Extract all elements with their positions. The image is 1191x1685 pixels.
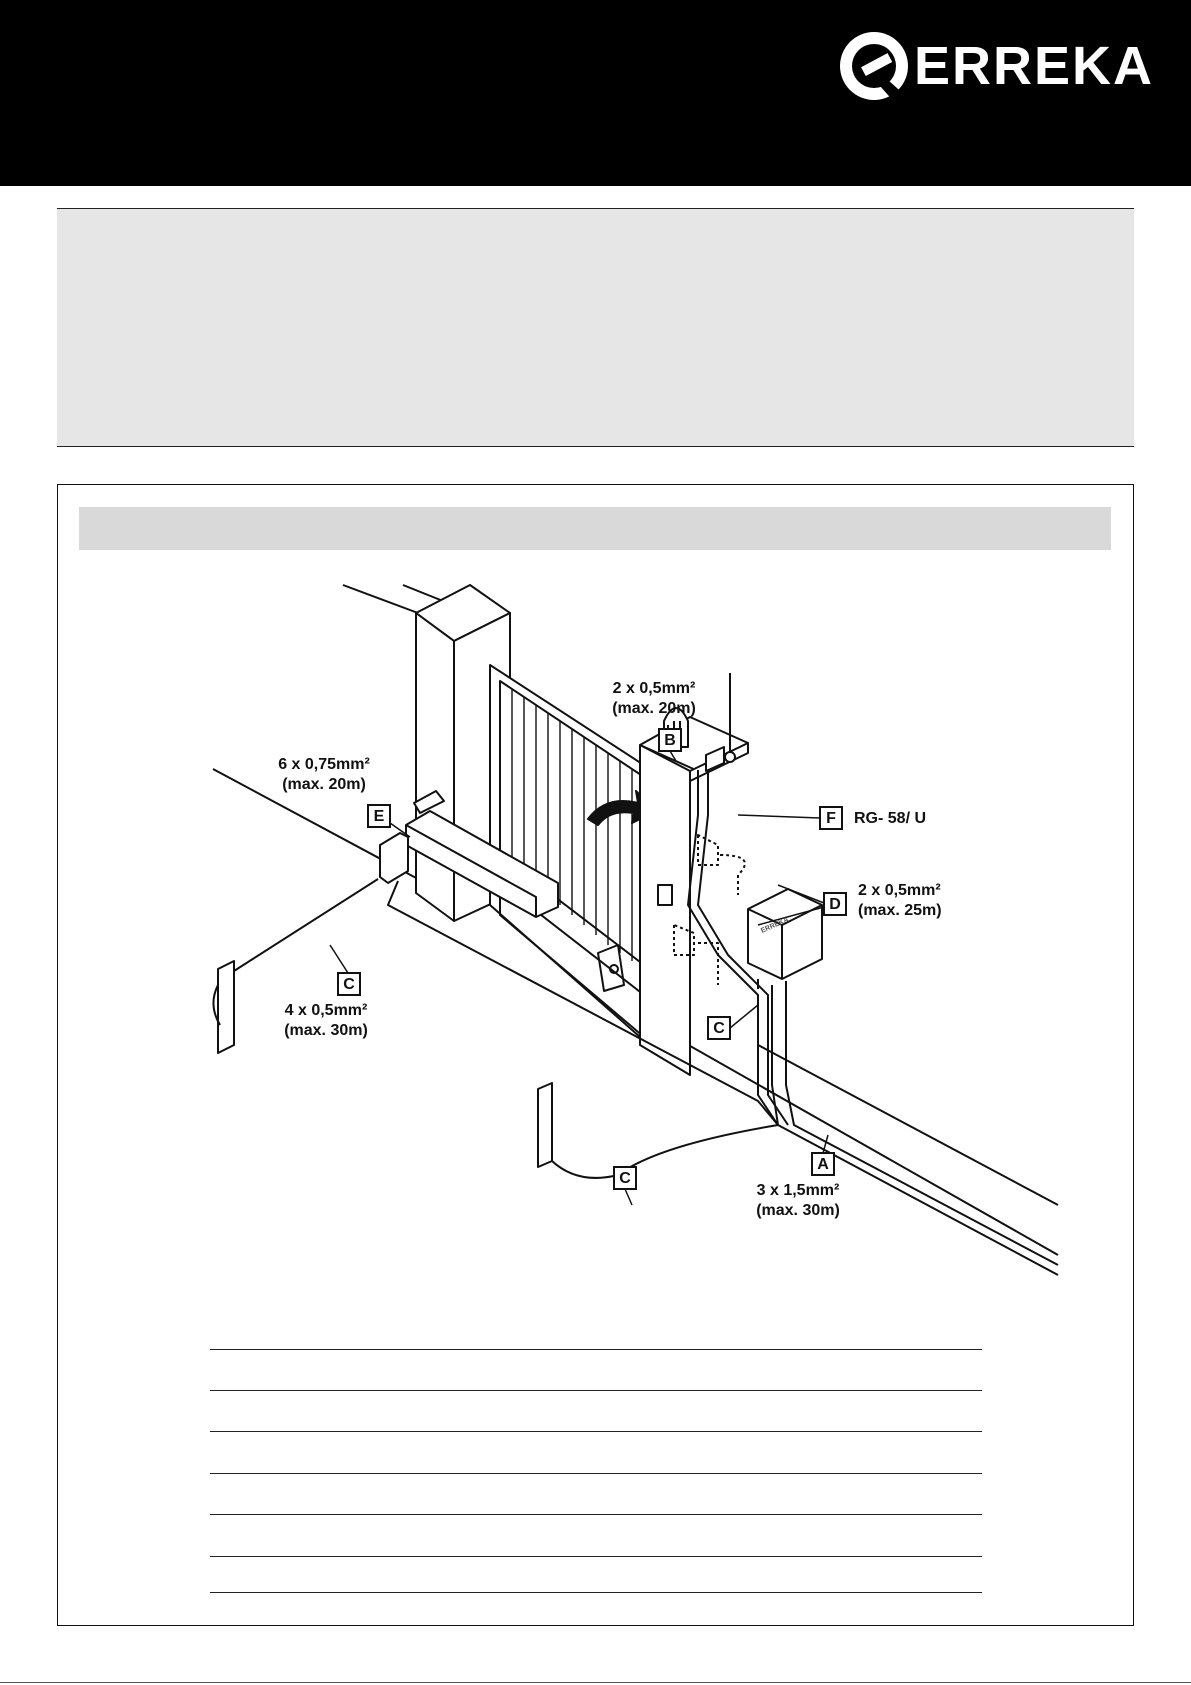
wall-line [343, 585, 418, 613]
leader-c-bottom [625, 1189, 632, 1205]
cable-a [786, 991, 1058, 1265]
control-box [748, 889, 822, 995]
cable-c-left-max: (max. 30m) [284, 1022, 368, 1039]
key-switch [658, 885, 672, 905]
legend-rule [210, 1514, 982, 1515]
cable-c-left-spec: 4 x 0,5mm² [284, 1002, 368, 1019]
cable-a-max: (max. 30m) [756, 1202, 840, 1219]
cable-c-bottom [552, 1125, 778, 1178]
page-bottom-rule [0, 1682, 1191, 1683]
cable-d-spec: 2 x 0,5mm² [858, 882, 941, 899]
cable-c-right-id: C [713, 1020, 725, 1037]
erreka-e-icon [836, 28, 916, 108]
cable-f-id: F [826, 810, 836, 827]
cable-c-bottom-id: C [619, 1170, 631, 1187]
cable-d-id: D [829, 896, 841, 913]
antenna [706, 673, 735, 771]
cable-e-max: (max. 20m) [282, 776, 366, 793]
legend-rule [210, 1592, 982, 1593]
leader-f [738, 815, 820, 818]
ground-line [758, 1045, 1058, 1205]
intro-panel [57, 208, 1134, 447]
installation-section [57, 484, 1134, 1626]
cable-a-spec: 3 x 1,5mm² [756, 1182, 840, 1199]
bottom-post [538, 1083, 552, 1167]
legend-rule [210, 1390, 982, 1391]
leader-c-right [730, 1005, 758, 1028]
cable-e-spec: 6 x 0,75mm² [278, 756, 370, 773]
cable-b-spec: 2 x 0,5mm² [612, 680, 696, 697]
cable-f-spec: RG- 58/ U [854, 810, 927, 827]
erreka-logo [836, 28, 1155, 108]
cable-d-max: (max. 25m) [858, 902, 942, 919]
installation-diagram [58, 485, 1133, 1625]
cable-b-max: (max. 20m) [612, 700, 696, 717]
cable-c-left-id: C [343, 976, 355, 993]
legend-rule [210, 1556, 982, 1557]
left-post [218, 961, 234, 1053]
legend-rule [210, 1431, 982, 1432]
legend-rule [210, 1349, 982, 1350]
leader-c-left [330, 945, 348, 973]
legend-rule [210, 1473, 982, 1474]
control-box-logo: ERREKA [759, 916, 790, 935]
cable-e-id: E [373, 808, 385, 825]
cable-b-id: B [664, 732, 676, 749]
header-band [0, 0, 1191, 186]
brand-name: ERREKA [914, 36, 1155, 96]
right-pillar [640, 717, 748, 1075]
cable-a-id: A [817, 1156, 829, 1173]
